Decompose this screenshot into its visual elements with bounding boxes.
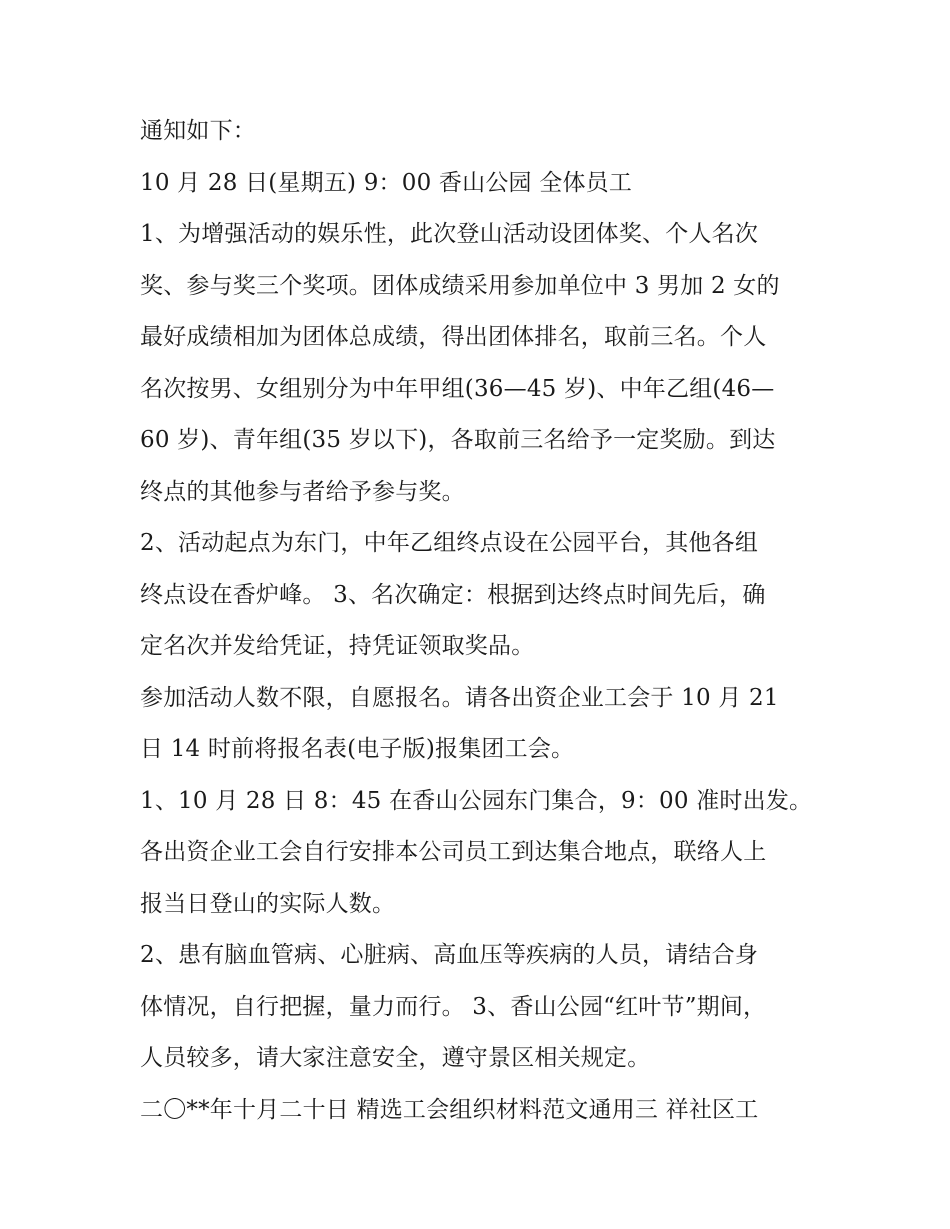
text-line: 通知如下：: [140, 118, 256, 144]
text-line: 2、患有脑血管病、心脏病、高血压等疾病的人员，请结合身: [140, 942, 759, 968]
text-line: 报当日登山的实际人数。: [140, 890, 396, 917]
text-line: 终点设在香炉峰。 3、名次确定：根据到达终点时间先后，确: [140, 581, 766, 608]
text-line: 2、活动起点为东门，中年乙组终点设在公园平台，其他各组: [140, 530, 759, 556]
text-line: 1、为增强活动的娱乐性，此次登山活动设团体奖、个人名次: [140, 221, 759, 247]
text-line: 60 岁)、青年组(35 岁以下)，各取前三名给予一定奖励。到达: [140, 427, 776, 453]
document-body: [140, 106, 830, 1136]
text-line: 人员较多，请大家注意安全，遵守景区相关规定。: [140, 1045, 651, 1071]
text-line: 体情况，自行把握，量力而行。 3、香山公园“红叶节”期间，: [140, 993, 767, 1020]
text-line: 各出资企业工会自行安排本公司员工到达集合地点，联络人上: [140, 839, 767, 865]
text-line: 10 月 28 日(星期五) 9：00 香山公园 全体员工: [140, 169, 633, 196]
text-line: 终点的其他参与者给予参与奖。: [140, 478, 465, 505]
text-line: 最好成绩相加为团体总成绩，得出团体排名，取前三名。个人: [140, 324, 767, 350]
text-line: 奖、参与奖三个奖项。团体成绩采用参加单位中 3 男加 2 女的: [140, 272, 780, 299]
text-line: 参加活动人数不限，自愿报名。请各出资企业工会于 10 月 21: [140, 684, 779, 711]
text-line: 日 14 时前将报名表(电子版)报集团工会。: [140, 736, 575, 762]
text-line: 二〇**年十月二十日 精选工会组织材料范文通用三 祥社区工: [140, 1096, 759, 1123]
text-line: 1、10 月 28 日 8：45 在香山公园东门集合，9：00 准时出发。: [140, 787, 813, 814]
text-line: 名次按男、女组别分为中年甲组(36—45 岁)、中年乙组(46—: [140, 375, 775, 402]
text-line: 定名次并发给凭证，持凭证领取奖品。: [140, 633, 535, 659]
